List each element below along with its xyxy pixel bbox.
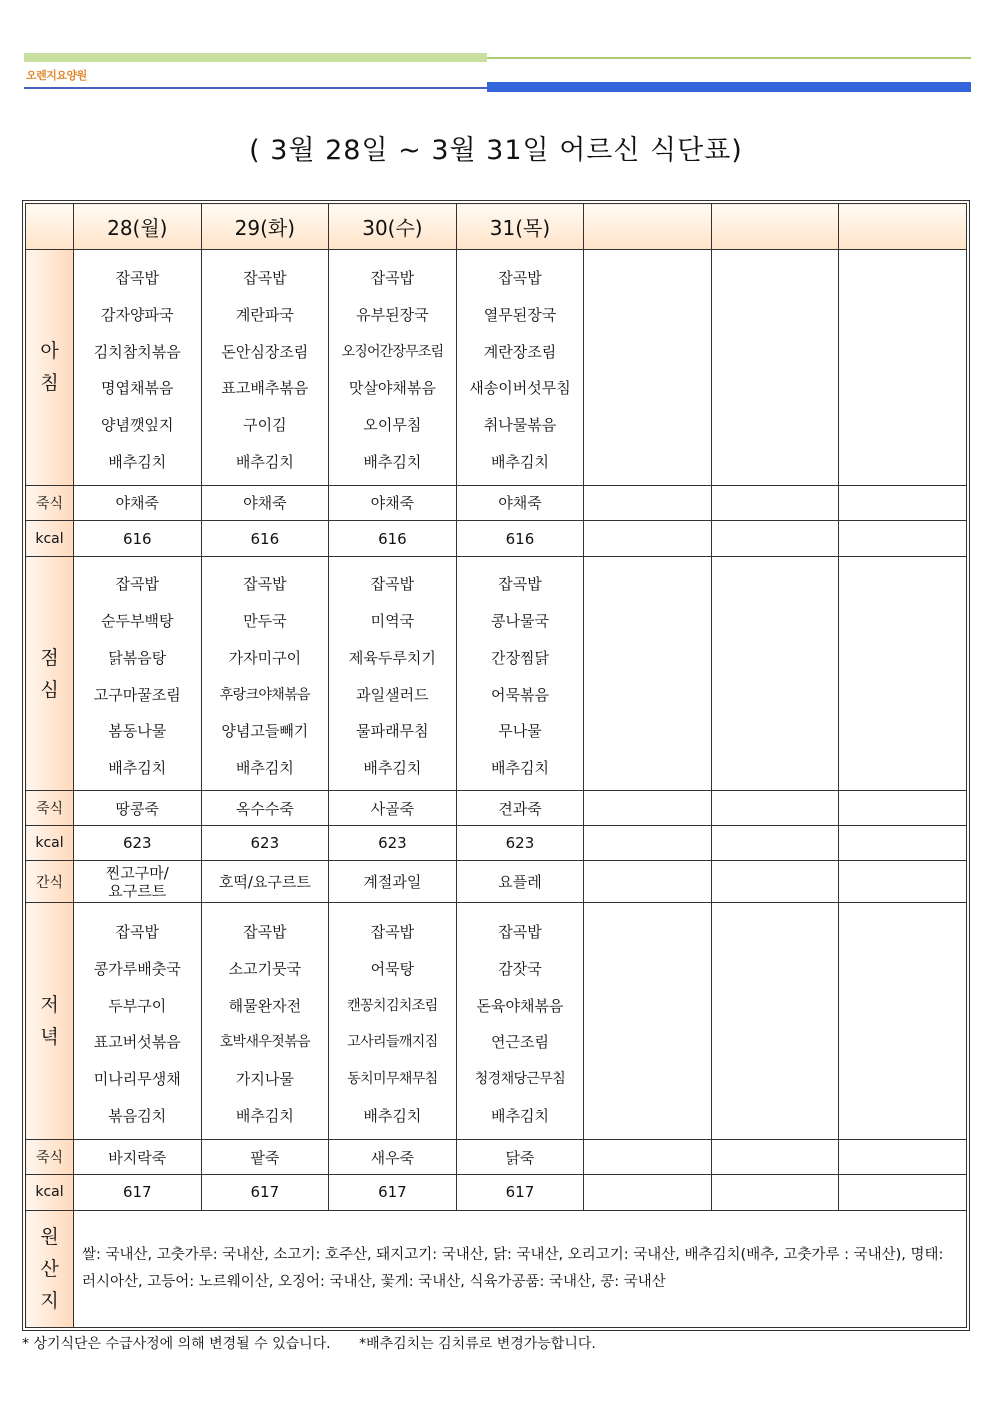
breakfast-porridge-row bbox=[26, 485, 967, 520]
snack-row bbox=[26, 861, 967, 903]
footnote-kimchi-notice: *배추김치는 김치류로 변경가능합니다. bbox=[359, 1336, 596, 1352]
brand-logo-text: 오렌지요양원 bbox=[26, 69, 87, 82]
porridge-cell: 견과죽 bbox=[456, 790, 584, 825]
empty-cell bbox=[584, 790, 712, 825]
empty-cell bbox=[584, 861, 712, 903]
empty-cell bbox=[839, 521, 967, 557]
day-header-row bbox=[26, 204, 967, 250]
day-header: 29(화) bbox=[201, 204, 329, 250]
origin-row bbox=[26, 1210, 967, 1327]
empty-cell bbox=[839, 861, 967, 903]
kcal-cell: 617 bbox=[74, 1175, 202, 1210]
kcal-cell: 623 bbox=[201, 826, 329, 861]
meal-cell: 잡곡밥 콩가루배춧국 두부구이 표고버섯볶음 미나리무생채 볶음김치 bbox=[74, 903, 202, 1140]
empty-cell bbox=[711, 903, 839, 1140]
day-header bbox=[839, 204, 967, 250]
meal-cell: 잡곡밥 소고기뭇국 해물완자전 호박새우젓볶음 가지나물 배추김치 bbox=[201, 903, 329, 1140]
empty-cell bbox=[711, 861, 839, 903]
kcal-cell: 616 bbox=[456, 521, 584, 557]
empty-cell bbox=[711, 485, 839, 520]
snack-label: 간식 bbox=[26, 861, 74, 903]
porridge-label: 죽식 bbox=[26, 790, 74, 825]
snack-cell: 요플레 bbox=[456, 861, 584, 903]
empty-cell bbox=[711, 826, 839, 861]
snack-cell: 호떡/요구르트 bbox=[201, 861, 329, 903]
kcal-cell: 617 bbox=[329, 1175, 457, 1210]
meal-cell: 잡곡밥 순두부백탕 닭볶음탕 고구마꿀조림 봄동나물 배추김치 bbox=[74, 557, 202, 791]
kcal-cell: 623 bbox=[456, 826, 584, 861]
porridge-cell: 야채죽 bbox=[456, 485, 584, 520]
day-header bbox=[711, 204, 839, 250]
porridge-cell: 새우죽 bbox=[329, 1140, 457, 1175]
dinner-porridge-row bbox=[26, 1140, 967, 1175]
empty-cell bbox=[711, 1175, 839, 1210]
kcal-cell: 617 bbox=[201, 1175, 329, 1210]
kcal-cell: 617 bbox=[456, 1175, 584, 1210]
empty-cell bbox=[584, 250, 712, 486]
empty-cell bbox=[711, 557, 839, 791]
porridge-cell: 야채죽 bbox=[74, 485, 202, 520]
breakfast-kcal-row bbox=[26, 521, 967, 557]
meal-cell: 잡곡밥 콩나물국 간장찜닭 어묵볶음 무나물 배추김치 bbox=[456, 557, 584, 791]
porridge-cell: 팥죽 bbox=[201, 1140, 329, 1175]
menu-table bbox=[25, 203, 967, 1328]
lunch-kcal-row bbox=[26, 826, 967, 861]
page-title: ( 3월 28일 ~ 3월 31일 어르신 식단표) bbox=[249, 135, 743, 166]
meal-cell: 잡곡밥 감자양파국 김치참치볶음 명엽채볶음 양념깻잎지 배추김치 bbox=[74, 250, 202, 486]
dinner-label: 저 녁 bbox=[26, 903, 74, 1140]
corner-cell bbox=[26, 204, 74, 250]
porridge-cell: 옥수수죽 bbox=[201, 790, 329, 825]
header-green-bar bbox=[24, 53, 487, 62]
empty-cell bbox=[839, 557, 967, 791]
kcal-label: kcal bbox=[26, 521, 74, 557]
breakfast-row bbox=[26, 250, 967, 486]
lunch-label: 점 심 bbox=[26, 557, 74, 791]
porridge-cell: 땅콩죽 bbox=[74, 790, 202, 825]
empty-cell bbox=[839, 1140, 967, 1175]
porridge-label: 죽식 bbox=[26, 1140, 74, 1175]
header-blue-bar bbox=[487, 82, 971, 92]
lunch-porridge-row bbox=[26, 790, 967, 825]
empty-cell bbox=[584, 903, 712, 1140]
lunch-row bbox=[26, 557, 967, 791]
footnote bbox=[22, 1333, 596, 1353]
snack-cell: 계절과일 bbox=[329, 861, 457, 903]
kcal-cell: 623 bbox=[329, 826, 457, 861]
empty-cell bbox=[711, 1140, 839, 1175]
breakfast-label: 아 침 bbox=[26, 250, 74, 486]
header-green-line bbox=[487, 57, 971, 59]
dinner-kcal-row bbox=[26, 1175, 967, 1210]
header-blue-line bbox=[24, 87, 487, 89]
porridge-cell: 야채죽 bbox=[201, 485, 329, 520]
day-header: 28(월) bbox=[74, 204, 202, 250]
dinner-row bbox=[26, 903, 967, 1140]
snack-cell: 찐고구마/ 요구르트 bbox=[74, 861, 202, 903]
empty-cell bbox=[584, 1140, 712, 1175]
day-header bbox=[584, 204, 712, 250]
empty-cell bbox=[839, 250, 967, 486]
empty-cell bbox=[839, 790, 967, 825]
empty-cell bbox=[839, 826, 967, 861]
empty-cell bbox=[839, 485, 967, 520]
empty-cell bbox=[711, 521, 839, 557]
empty-cell bbox=[839, 1175, 967, 1210]
day-header: 31(목) bbox=[456, 204, 584, 250]
meal-cell: 잡곡밥 계란파국 돈안심장조림 표고배추볶음 구이김 배추김치 bbox=[201, 250, 329, 486]
day-header: 30(수) bbox=[329, 204, 457, 250]
meal-cell: 잡곡밥 미역국 제육두루치기 과일샐러드 물파래무침 배추김치 bbox=[329, 557, 457, 791]
origin-text: 쌀: 국내산, 고춧가루: 국내산, 소고기: 호주산, 돼지고기: 국내산, 닭: 국내산, 오리고기: 국내산, 배추김치(배추, 고춧가루 : 국내산), 명태: 러시아산, 고등어: 노르웨이산, 오징어: 국내산, 꽃게: 국내산, 식육가공품: 국내산, 콩: 국내산 bbox=[74, 1210, 967, 1327]
meal-cell: 잡곡밥 열무된장국 계란장조림 새송이버섯무침 취나물볶음 배추김치 bbox=[456, 250, 584, 486]
empty-cell bbox=[584, 826, 712, 861]
porridge-cell: 바지락죽 bbox=[74, 1140, 202, 1175]
meal-cell: 잡곡밥 어묵탕 캔꽁치김치조림 고사리들깨지짐 동치미무채무침 배추김치 bbox=[329, 903, 457, 1140]
empty-cell bbox=[584, 1175, 712, 1210]
empty-cell bbox=[584, 485, 712, 520]
footnote-change-notice: * 상기식단은 수급사정에 의해 변경될 수 있습니다. bbox=[22, 1336, 331, 1352]
empty-cell bbox=[839, 903, 967, 1140]
meal-cell: 잡곡밥 만두국 가자미구이 후랑크야채볶음 양념고들빼기 배추김치 bbox=[201, 557, 329, 791]
meal-cell: 잡곡밥 유부된장국 오징어간장무조림 맛살야채볶음 오이무침 배추김치 bbox=[329, 250, 457, 486]
kcal-cell: 616 bbox=[329, 521, 457, 557]
empty-cell bbox=[584, 557, 712, 791]
empty-cell bbox=[711, 250, 839, 486]
kcal-label: kcal bbox=[26, 1175, 74, 1210]
kcal-cell: 623 bbox=[74, 826, 202, 861]
porridge-cell: 닭죽 bbox=[456, 1140, 584, 1175]
meal-cell: 잡곡밥 감잣국 돈육야채볶음 연근조림 청경채당근무침 배추김치 bbox=[456, 903, 584, 1140]
empty-cell bbox=[711, 790, 839, 825]
porridge-cell: 사골죽 bbox=[329, 790, 457, 825]
porridge-cell: 야채죽 bbox=[329, 485, 457, 520]
menu-table-frame bbox=[22, 200, 970, 1331]
kcal-cell: 616 bbox=[74, 521, 202, 557]
kcal-cell: 616 bbox=[201, 521, 329, 557]
empty-cell bbox=[584, 521, 712, 557]
kcal-label: kcal bbox=[26, 826, 74, 861]
origin-label: 원 산 지 bbox=[26, 1210, 74, 1327]
porridge-label: 죽식 bbox=[26, 485, 74, 520]
